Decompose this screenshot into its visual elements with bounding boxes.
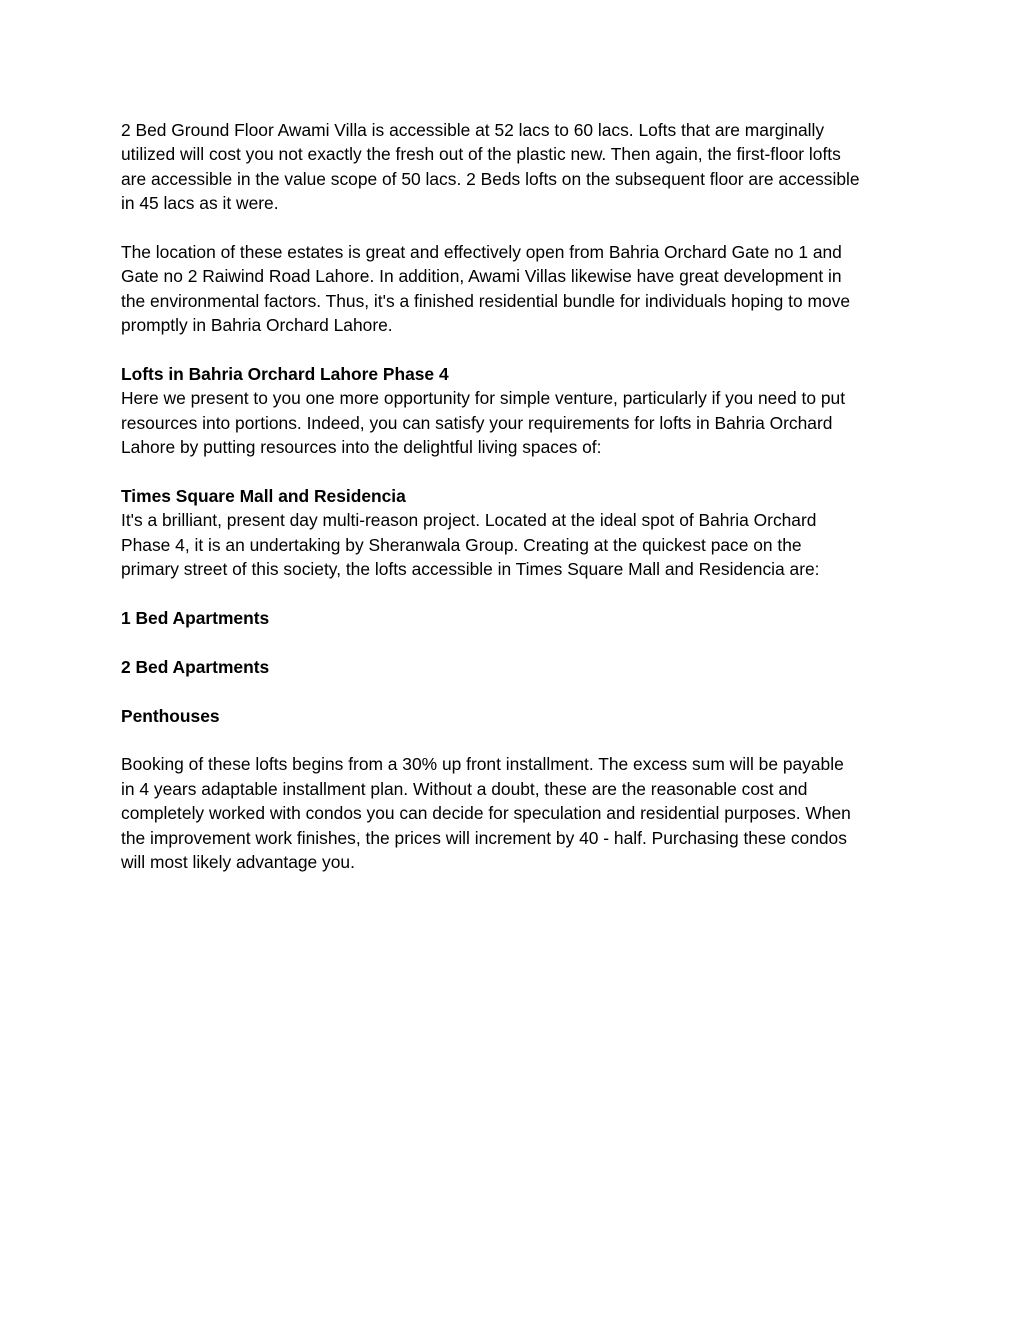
text-line: the improvement work finishes, the prices will increment by 40 - half. Purchasing these condos [121,827,847,848]
text-line: promptly in Bahria Orchard Lahore. [121,315,393,336]
section-lofts-phase-4 [121,362,911,460]
text-line: will most likely advantage you. [121,852,355,873]
paragraph-location [121,240,911,338]
text-line: in 45 lacs as it were. [121,193,279,214]
text-line: Booking of these lofts begins from a 30% up front installment. The excess sum will be payable [121,754,844,775]
text-line: are accessible in the value scope of 50 lacs. 2 Beds lofts on the subsequent floor are accessible [121,168,860,189]
text-line: in 4 years adaptable installment plan. Without a doubt, these are the reasonable cost and [121,778,808,799]
text-line: Lahore by putting resources into the delightful living spaces of: [121,437,602,458]
text-line: Here we present to you one more opportunity for simple venture, particularly if you need to put [121,388,846,409]
text-line: 2 Bed Ground Floor Awami Villa is accessible at 52 lacs to 60 lacs. Lofts that are marginally [121,120,825,140]
list-item: Penthouses [121,705,220,726]
paragraph-booking [121,752,911,874]
text-line: It's a brilliant, present day multi-reason project. Located at the ideal spot of Bahria Orchard [121,510,817,531]
section-heading: Times Square Mall and Residencia [121,486,406,507]
text-line: Phase 4, it is an undertaking by Sheranwala Group. Creating at the quickest pace on the [121,534,802,555]
section-times-square-mall [121,484,911,582]
document-page [121,118,911,899]
text-line: Gate no 2 Raiwind Road Lahore. In addition, Awami Villas likewise have great development in [121,266,842,287]
text-line: The location of these estates is great and effectively open from Bahria Orchard Gate no 1 and [121,242,842,263]
text-line: primary street of this society, the lofts accessible in Times Square Mall and Residencia are: [121,559,820,580]
list-item: 1 Bed Apartments [121,608,270,629]
text-line: the environmental factors. Thus, it's a finished residential bundle for individuals hoping to move [121,290,850,311]
text-line: utilized will cost you not exactly the fresh out of the plastic new. Then again, the first-floor lofts [121,144,841,165]
paragraph-awami-villa-pricing [121,118,911,216]
text-line: resources into portions. Indeed, you can satisfy your requirements for lofts in Bahria Orchard [121,412,833,433]
text-line: completely worked with condos you can decide for speculation and residential purposes. When [121,803,851,824]
list-item: 2 Bed Apartments [121,656,270,677]
section-heading: Lofts in Bahria Orchard Lahore Phase 4 [121,364,449,385]
